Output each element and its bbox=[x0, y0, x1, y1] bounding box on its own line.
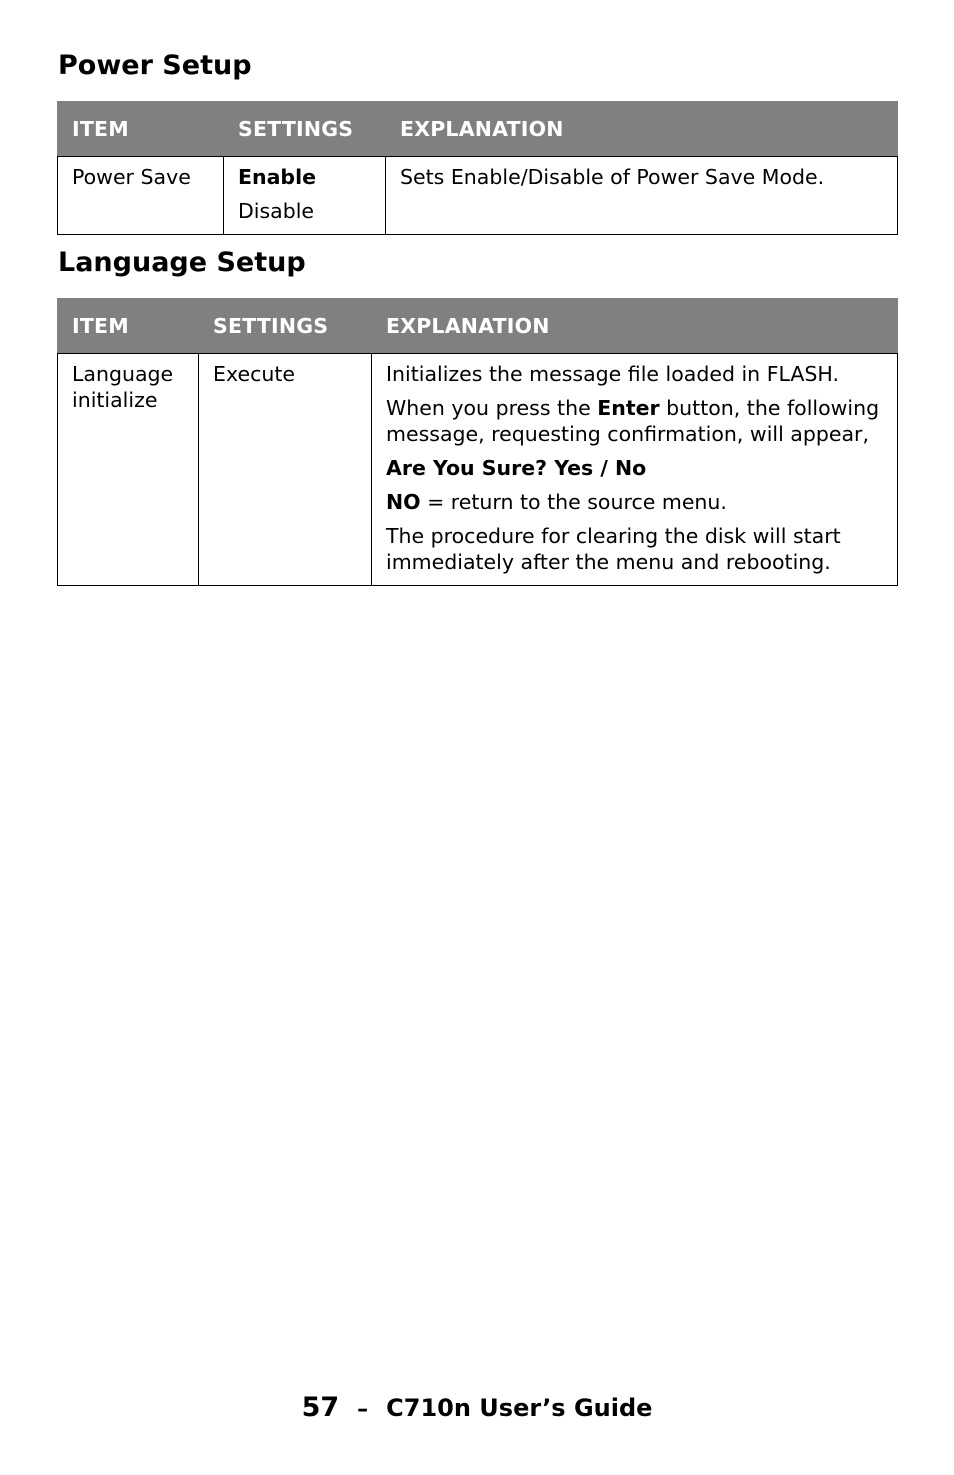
column-header-explanation: EXPLANATION bbox=[386, 102, 898, 157]
footer-separator: – bbox=[357, 1397, 369, 1422]
settings-cell: Execute bbox=[199, 354, 372, 586]
column-header-item: ITEM bbox=[58, 299, 199, 354]
item-cell: Power Save bbox=[58, 157, 224, 235]
table-row bbox=[58, 157, 898, 235]
explanation-text: button, the following message, requesting confirmation, will appear, bbox=[386, 396, 880, 446]
language-setup-table bbox=[57, 298, 898, 586]
language-setup-heading: Language Setup bbox=[58, 247, 306, 278]
explanation-paragraph: Initializes the message file loaded in FLASH. bbox=[386, 362, 839, 386]
guide-title: C710n User’s Guide bbox=[386, 1394, 653, 1422]
power-setup-heading: Power Setup bbox=[58, 50, 252, 81]
item-cell bbox=[58, 354, 199, 586]
page-number: 57 bbox=[301, 1392, 340, 1423]
explanation-cell: Sets Enable/Disable of Power Save Mode. bbox=[386, 157, 898, 235]
setting-default-value: Enable bbox=[238, 165, 317, 189]
enter-key-name: Enter bbox=[597, 396, 660, 420]
explanation-cell bbox=[372, 354, 898, 586]
no-option-label: NO bbox=[386, 490, 421, 514]
table-header-row bbox=[58, 102, 898, 157]
explanation-text: = return to the source menu. bbox=[420, 490, 727, 514]
page-footer bbox=[0, 1393, 954, 1425]
column-header-settings: SETTINGS bbox=[224, 102, 386, 157]
confirmation-message: Are You Sure? Yes / No bbox=[386, 456, 647, 480]
explanation-paragraph bbox=[386, 489, 883, 515]
table-row bbox=[58, 354, 898, 586]
column-header-settings: SETTINGS bbox=[199, 299, 372, 354]
explanation-paragraph: The procedure for clearing the disk will start immediately after the menu and rebooting. bbox=[386, 524, 841, 574]
item-label-line1: Language bbox=[72, 362, 174, 386]
setting-option-value: Disable bbox=[238, 199, 315, 223]
explanation-text: When you press the bbox=[386, 396, 598, 420]
settings-cell bbox=[224, 157, 386, 235]
explanation-paragraph bbox=[386, 395, 883, 447]
table-header-row bbox=[58, 299, 898, 354]
column-header-explanation: EXPLANATION bbox=[372, 299, 898, 354]
item-label-line2: initialize bbox=[72, 388, 158, 412]
power-setup-table bbox=[57, 101, 898, 235]
column-header-item: ITEM bbox=[58, 102, 224, 157]
